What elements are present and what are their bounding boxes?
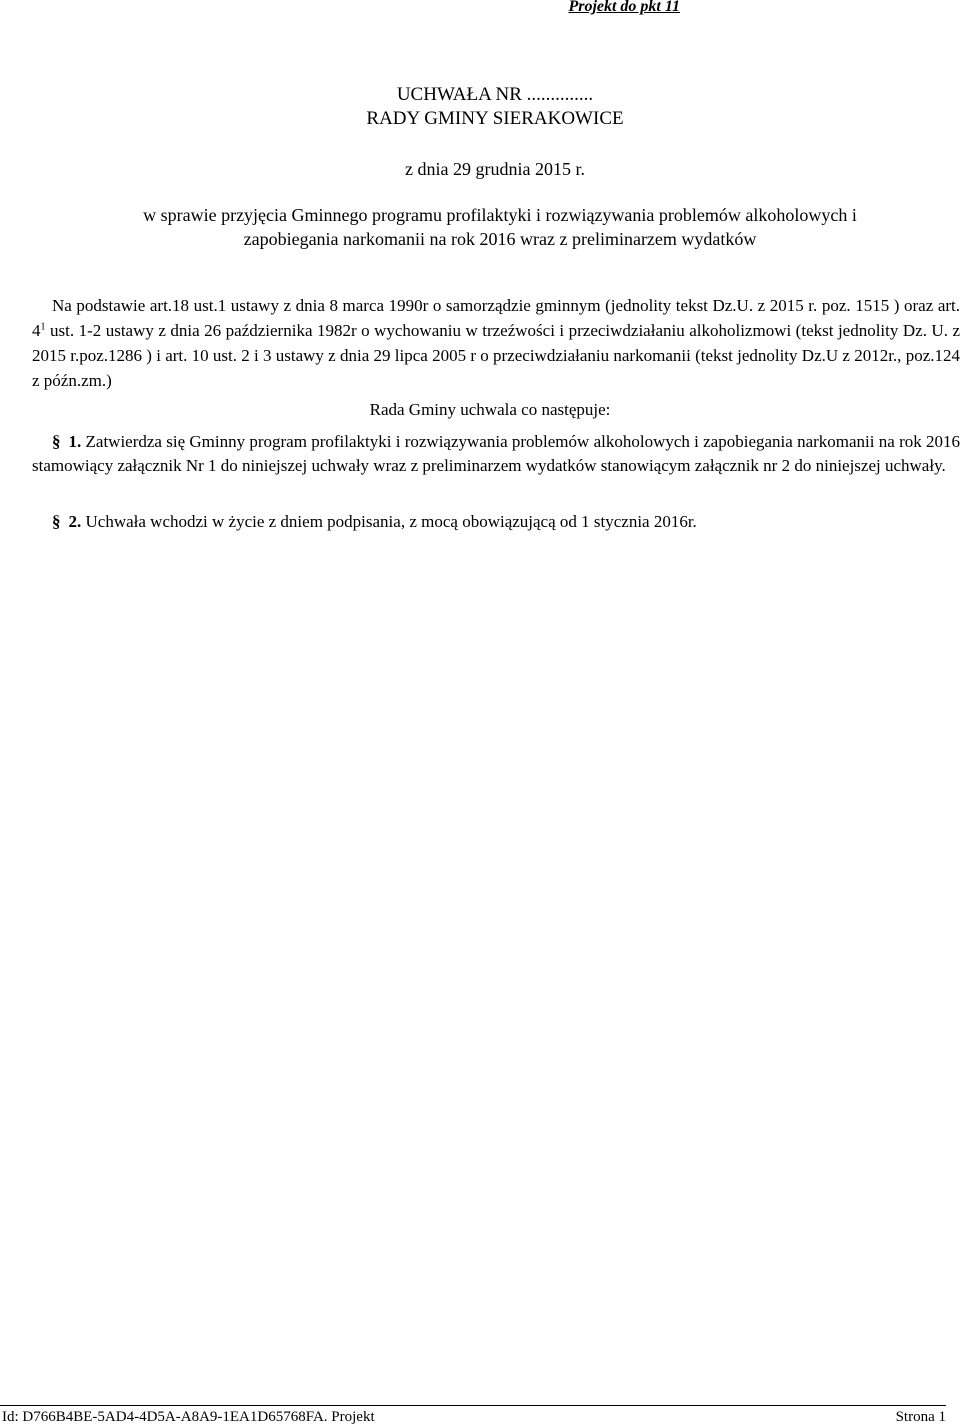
- paragraph-number: 1.: [68, 432, 82, 451]
- council-statement: Rada Gminy uchwala co następuje:: [369, 400, 611, 419]
- legal-basis-part-2: ust. 1-2 ustawy z dnia 26 października 1982r o wychowaniu w trzeźwości i przeciwdziałaniu alkoholizmowi (tekst jednolity Dz. U. z 2015 r.poz.1286 ) i art. 10 ust. 2 i 3 ustawy z dnia 29 lipca 2005 r o przeciwdziałaniu narkomanii (tekst jednolity Dz.U z 2012r., poz.124 z późn.zm.): [32, 321, 960, 390]
- paragraph-text: Uchwała wchodzi w życie z dniem podpisania, z mocą obowiązującą od 1 stycznia 2016r.: [81, 512, 697, 531]
- footer-page-number: Strona 1: [895, 1409, 946, 1425]
- section-mark: §: [52, 512, 61, 531]
- footer-document-id: Id: D766B4BE-5AD4-4D5A-A8A9-1EA1D65768FA. Projekt: [2, 1409, 375, 1425]
- section-mark: §: [52, 432, 61, 451]
- subject-line-1: w sprawie przyjęcia Gminnego programu profilaktyki i rozwiązywania problemów alkoholowych i: [143, 205, 857, 225]
- paragraph-2: [32, 510, 960, 534]
- resolution-number: UCHWAŁA NR ..............: [396, 84, 594, 105]
- legal-basis-part-1: Na podstawie art.18 ust.1 ustawy z dnia 8 marca 1990r o samorządzie gminnym (jednolity tekst Dz.U. z 2015 r. poz. 1515 ) oraz art. 4: [32, 296, 960, 340]
- legal-basis: [32, 293, 960, 393]
- legal-basis-superscript: 1: [40, 321, 46, 333]
- paragraph-text: Zatwierdza się Gminny program profilaktyki i rozwiązywania problemów alkoholowych i zapobiegania narkomanii na rok 2016 stamowiący załącznik Nr 1 do niniejszej uchwały wraz z preliminarzem wydatków stanowiącym załącznik nr 2 do niniejszej uchwały.: [32, 432, 960, 475]
- resolution-date: z dnia 29 grudnia 2015 r.: [405, 159, 585, 179]
- resolution-subject: [40, 203, 960, 251]
- subject-line-2: zapobiegania narkomanii na rok 2016 wraz z preliminarzem wydatków: [243, 229, 757, 249]
- project-label: Projekt do pkt 11: [568, 0, 680, 15]
- paragraph-number: 2.: [68, 512, 82, 531]
- paragraph-1: [32, 430, 960, 478]
- footer-divider: [0, 1405, 946, 1406]
- council-name: RADY GMINY SIERAKOWICE: [366, 108, 624, 129]
